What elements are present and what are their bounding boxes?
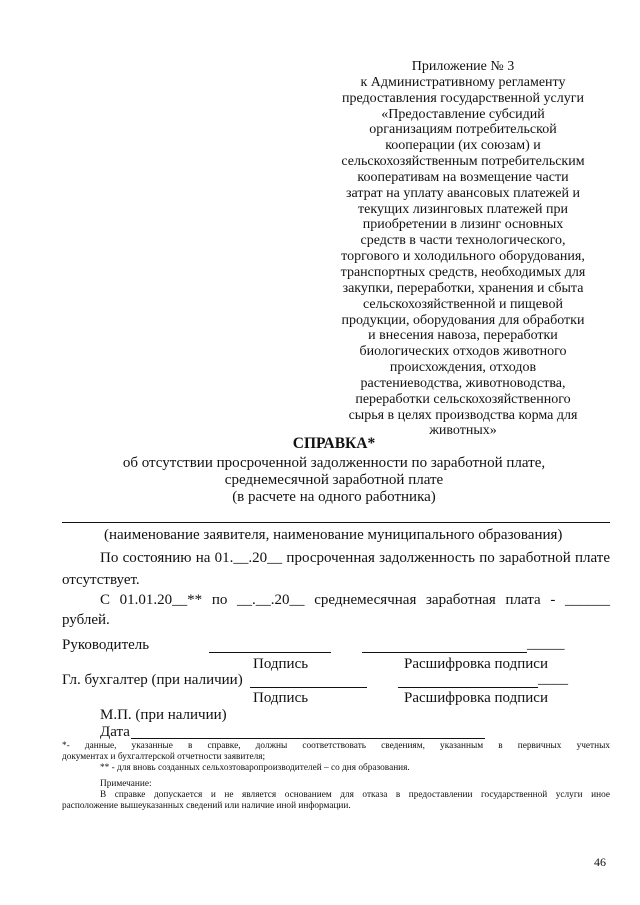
accountant-decoding-tail: ____ bbox=[538, 671, 568, 687]
annex-line: затрат на уплату авансовых платежей и bbox=[345, 185, 581, 201]
date-label: Дата bbox=[100, 724, 130, 740]
debt-statement-line-2: отсутствует. bbox=[62, 572, 140, 588]
certificate-title: СПРАВКА* bbox=[292, 435, 376, 452]
accountant-signature-line bbox=[250, 687, 367, 688]
head-decoding-tail: _____ bbox=[527, 636, 565, 652]
accountant-decoding-caption: Расшифровка подписи bbox=[404, 690, 548, 706]
annex-line: биологических отходов животного bbox=[359, 344, 567, 360]
applicant-caption: (наименование заявителя, наименование муниципального образования) bbox=[104, 527, 563, 543]
annex-line: средств в части технологического, bbox=[360, 233, 566, 249]
certificate-subtitle-1: об отсутствии просроченной задолженности по заработной плате, bbox=[122, 455, 546, 471]
annex-line: приобретении в лизинг основных bbox=[362, 217, 564, 233]
annex-line: происхождения, отходов bbox=[389, 360, 537, 376]
annex-line: сельскохозяйственным потребительским bbox=[341, 154, 585, 170]
accountant-signature-caption: Подпись bbox=[253, 690, 309, 706]
annex-line: сельскохозяйственной и пищевой bbox=[363, 296, 563, 312]
remark-line-1: В справке допускается и не является основанием для отказа в предоставлении государственной услуги иное bbox=[100, 790, 610, 800]
accountant-decoding-line bbox=[398, 687, 538, 688]
remark-title: Примечание: bbox=[100, 779, 152, 789]
annex-line: текущих лизинговых платежей при bbox=[358, 201, 568, 217]
footnote-1-line-2: документах и бухгалтерской отчетности заявителя; bbox=[62, 752, 266, 762]
page-number: 46 bbox=[594, 855, 606, 869]
certificate-subtitle-2: среднемесячной заработной плате bbox=[224, 472, 444, 488]
annex-line: сырья в целях производства корма для bbox=[348, 407, 578, 423]
head-decoding-caption: Расшифровка подписи bbox=[404, 656, 548, 672]
annex-line: растениеводства, животноводства, bbox=[360, 375, 566, 391]
footnote-2: ** - для вновь созданных сельхозтоваропроизводителей – со дня образования. bbox=[100, 763, 410, 773]
annex-line: кооперативам на возмещение части bbox=[357, 169, 569, 185]
annex-line: организациям потребительской bbox=[369, 122, 557, 138]
footnote-1-line-1: *- данные, указанные в справке, должны соответствовать сведениям, указанным в первичных учетных bbox=[62, 741, 610, 751]
annex-line: к Административному регламенту bbox=[360, 74, 566, 90]
head-signature-caption: Подпись bbox=[253, 656, 309, 672]
annex-lines bbox=[320, 75, 606, 439]
remark-line-2: расположение вышеуказанных сведений или наличие иной информации. bbox=[62, 801, 351, 811]
annex-line: кооперации (их союзам) и bbox=[385, 138, 541, 154]
head-signature-line bbox=[209, 652, 331, 653]
accountant-label: Гл. бухгалтер (при наличии) bbox=[62, 672, 243, 688]
annex-line: животных» bbox=[429, 423, 497, 439]
annex-line: предоставления государственной услуги bbox=[342, 90, 584, 106]
applicant-name-line bbox=[62, 522, 610, 523]
annex-line: торгового и холодильного оборудования, bbox=[341, 249, 585, 265]
annex-header bbox=[320, 59, 606, 439]
debt-statement-line-1: По состоянию на 01.__.20__ просроченная задолженность по заработной плате bbox=[100, 550, 610, 566]
annex-line: «Предоставление субсидий bbox=[381, 106, 545, 122]
annex-title: Приложение № 3 bbox=[411, 59, 515, 74]
annex-line: продукции, оборудования для обработки bbox=[341, 312, 585, 328]
head-label: Руководитель bbox=[62, 637, 150, 653]
salary-statement-line-1: С 01.01.20__** по __.__.20__ среднемесячная заработная плата - ______ bbox=[100, 592, 610, 608]
salary-statement-line-2: рублей. bbox=[62, 612, 110, 628]
annex-line: закупки, переработки, хранения и сбыта bbox=[342, 280, 584, 296]
certificate-subtitle-3: (в расчете на одного работника) bbox=[232, 489, 436, 505]
head-decoding-line bbox=[362, 652, 527, 653]
annex-line: переработки сельскохозяйственного bbox=[355, 391, 571, 407]
date-line bbox=[131, 738, 485, 739]
annex-line: транспортных средств, необходимых для bbox=[340, 264, 586, 280]
annex-line: и внесения навоза, переработки bbox=[368, 328, 558, 344]
stamp-label: М.П. (при наличии) bbox=[100, 707, 227, 723]
